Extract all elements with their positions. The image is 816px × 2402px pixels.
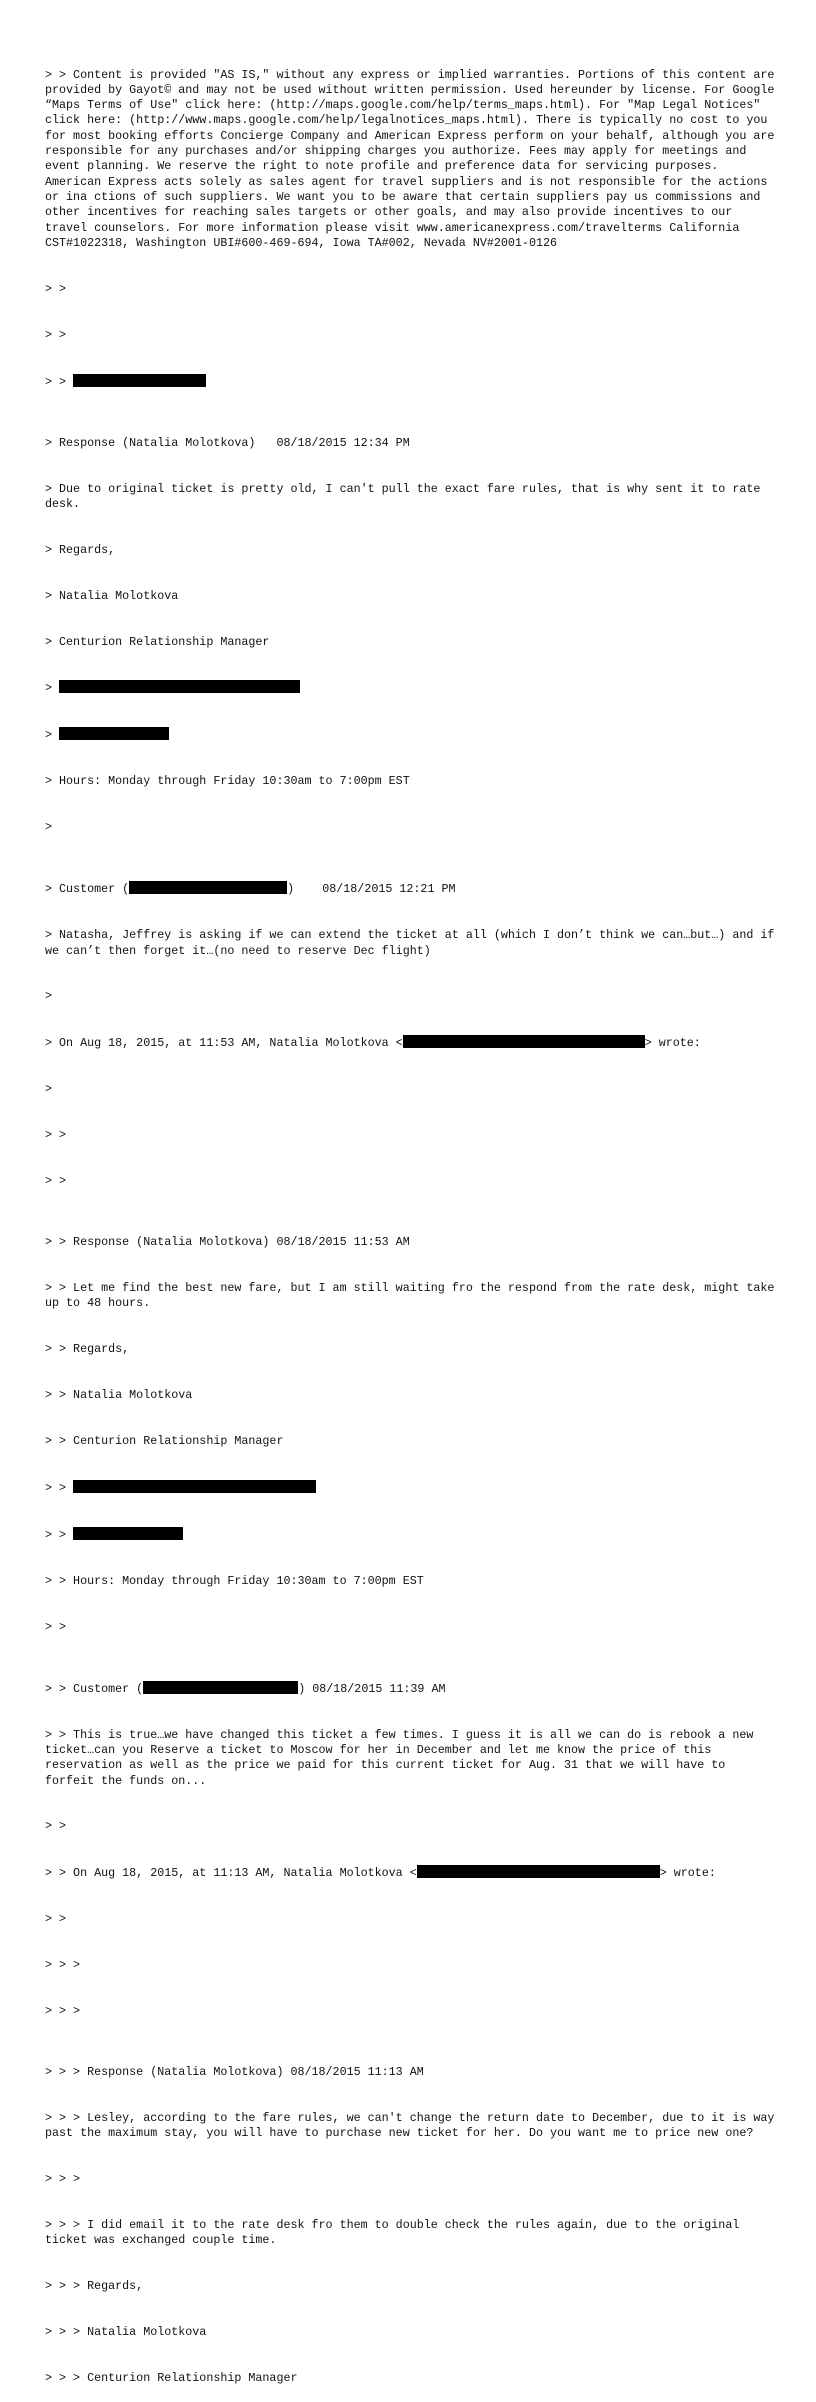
redacted-line <box>45 1480 780 1496</box>
signature-regards: > Regards, <box>45 542 116 557</box>
wrote-suffix: > wrote: <box>644 1036 701 1051</box>
response-body: > > Let me find the best new fare, but I am still waiting fro the respond from the rate desk, might take up to 48 hours. <box>45 1281 782 1311</box>
redaction-bar <box>143 1681 298 1694</box>
customer-body: > > This is true…we have changed this ticket a few times. I guess it is all we can do is rebook a new ticket…can you Reserve a ticket to Moscow for her in December and let me know the price of this reservation as well as the price we paid for this current ticket for Aug. 31 that we will have to forfeit the funds on... <box>45 1727 761 1788</box>
customer-body: > Natasha, Jeffrey is asking if we can extend the ticket at all (which I don’t think we can…but…) and if we can’t then forget it…(no need to reserve Dec flight) <box>45 928 782 958</box>
quote-prefix: > <box>45 728 60 743</box>
customer-timestamp: ) 08/18/2015 12:21 PM <box>287 882 456 897</box>
wrote-line <box>45 1035 780 1051</box>
signature-regards: > > Regards, <box>45 1342 130 1357</box>
quote-prefix: > <box>45 681 60 696</box>
redaction-bar <box>59 680 300 693</box>
response-body: > > > I did email it to the rate desk fro them to double check the rules again, due to the original ticket was exchanged couple time. <box>45 2218 747 2248</box>
redaction-bar <box>73 1527 183 1540</box>
signature-hours: > Hours: Monday through Friday 10:30am to 7:00pm EST <box>45 774 410 789</box>
quote-marker-line: > > > <box>45 2004 81 2018</box>
redaction-bar <box>403 1035 645 1048</box>
customer-header <box>45 1681 780 1697</box>
quote-marker-line: > > > <box>45 2172 81 2187</box>
redaction-bar <box>417 1865 660 1878</box>
quote-marker-line: > > <box>45 1912 67 1927</box>
customer-label: > > Customer ( <box>45 1681 144 1696</box>
quote-marker-line: > > <box>45 327 67 342</box>
response-body: > Due to original ticket is pretty old, I can't pull the exact fare rules, that is why sent it to rate desk. <box>45 481 768 511</box>
wrote-line <box>45 1865 780 1881</box>
quote-marker-line: > > > <box>45 1958 81 1973</box>
signature-title: > > Centurion Relationship Manager <box>45 1434 284 1449</box>
disclaimer-paragraph: > > Content is provided "AS IS," without any express or implied warranties. Portions of this content are provided by Gayot© and may not be used without written permission. Used hereunder by license. For Google “Maps Terms of Use" click here: (http://maps.google.com/help/terms_maps.html). For "Map Legal Notices" click here: (http://www.maps.google.com/help/legalnotices_maps.html). There is typically no cost to you for most booking efforts Concierge Company and American Express perform on your behalf, although you are responsible for any purchases and/or shipping charges you authorize. Fees may apply for meetings and event planning. We reserve the right to note profile and preference data for servicing purposes. American Express acts solely as sales agent for travel suppliers and is not responsible for the actions or ina ctions of such suppliers. We want you to be aware that certain suppliers pay us commissions and other incentives for reaching sales targets or other goals, and may also provide incentives to our travel counselors. For more information please visit www.americanexpress.com/travelterms California CST#1022318, Washington UBI#600-469-694, Iowa TA#002, Nevada NV#2001-0126 <box>45 67 782 250</box>
quote-prefix: > > <box>45 1480 74 1495</box>
signature-hours: > > Hours: Monday through Friday 10:30am to 7:00pm EST <box>45 1573 424 1588</box>
signature-regards: > > > Regards, <box>45 2279 144 2294</box>
quote-marker-line: > <box>45 1082 53 1097</box>
quote-marker-line: > > <box>45 1128 67 1143</box>
signature-name: > > > Natalia Molotkova <box>45 2325 207 2340</box>
signature-name: > > Natalia Molotkova <box>45 1388 193 1403</box>
response-body: > > > Lesley, according to the fare rules, we can't change the return date to December, due to it is way past the maximum stay, you will have to purchase new ticket for her. Do you want me to price new one? <box>45 2111 782 2141</box>
signature-name: > Natalia Molotkova <box>45 588 179 603</box>
signature-title: > Centurion Relationship Manager <box>45 634 270 649</box>
quote-marker-line: > > <box>45 1173 67 1188</box>
quote-marker-line: > > <box>45 281 67 296</box>
redaction-bar <box>73 1480 316 1493</box>
wrote-prefix: > > On Aug 18, 2015, at 11:13 AM, Natalia Molotkova < <box>45 1866 417 1881</box>
quote-marker-line: > <box>45 820 53 835</box>
signature-title: > > > Centurion Relationship Manager <box>45 2371 298 2386</box>
redacted-line <box>45 727 780 743</box>
wrote-suffix: > wrote: <box>659 1866 716 1881</box>
customer-header <box>45 881 780 897</box>
quote-prefix: > > <box>45 374 74 389</box>
redacted-line <box>45 374 780 390</box>
quote-prefix: > > <box>45 1527 74 1542</box>
customer-label: > Customer ( <box>45 882 130 897</box>
response-header: > Response (Natalia Molotkova) 08/18/2015 12:34 PM <box>45 435 410 450</box>
redacted-line <box>45 680 780 696</box>
response-header: > > Response (Natalia Molotkova) 08/18/2015 11:53 AM <box>45 1235 410 1250</box>
redacted-line <box>45 1527 780 1543</box>
customer-timestamp: ) 08/18/2015 11:39 AM <box>298 1681 446 1696</box>
wrote-prefix: > On Aug 18, 2015, at 11:53 AM, Natalia Molotkova < <box>45 1036 403 1051</box>
quote-marker-line: > <box>45 989 53 1004</box>
response-header: > > > Response (Natalia Molotkova) 08/18/2015 11:13 AM <box>45 2065 424 2080</box>
redaction-bar <box>129 881 287 894</box>
quote-marker-line: > > <box>45 1619 67 1634</box>
redaction-bar <box>59 727 169 740</box>
email-thread-document <box>45 37 780 2402</box>
quote-marker-line: > > <box>45 1819 67 1834</box>
redaction-bar <box>73 374 206 387</box>
